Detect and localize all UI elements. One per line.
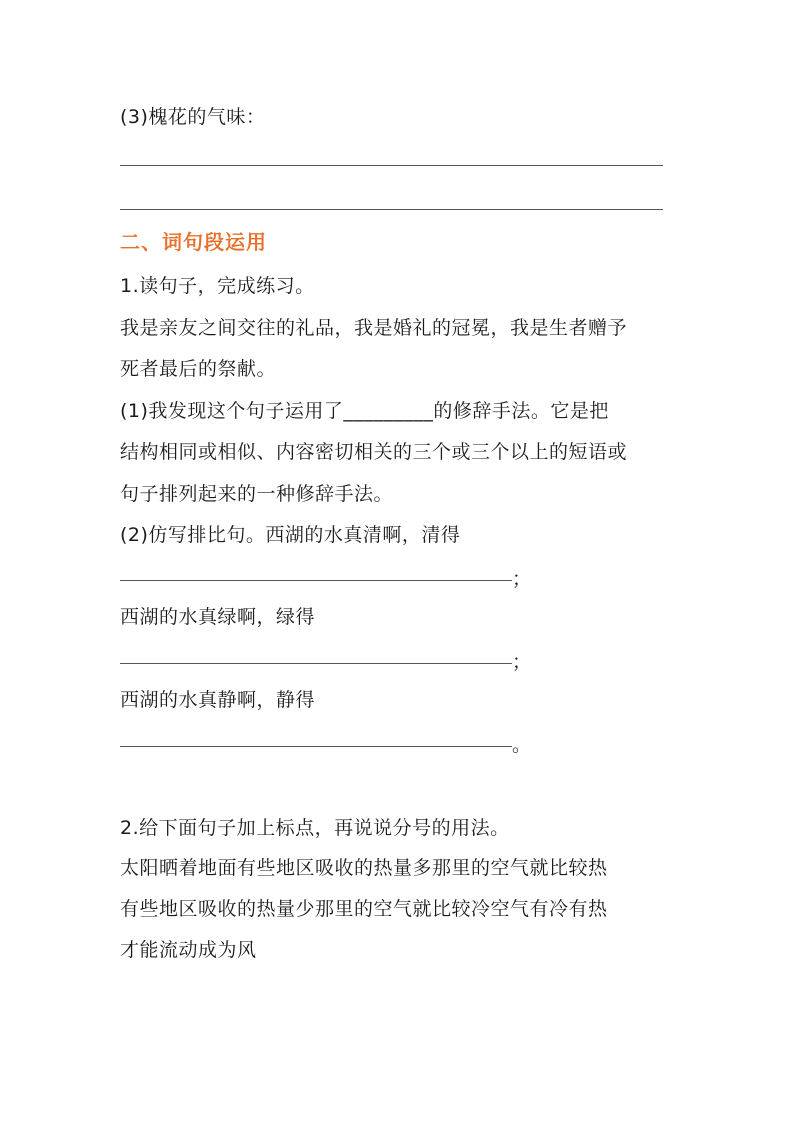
question-1-sentence: 我是亲友之间交往的礼品，我是婚礼的冠冕，我是生者赠予	[120, 317, 628, 339]
question-2-text: 才能流动成为风	[120, 939, 257, 961]
question-1-sentence: 死者最后的祭献。	[120, 358, 277, 380]
sub-question-2: (2)仿写排比句。西湖的水真清啊，清得	[120, 524, 461, 546]
sub-question-1: (1)我发现这个句子运用了_________的修辞手法。它是把	[120, 400, 609, 422]
section-heading: 二、词句段运用	[120, 230, 267, 254]
question-2-title: 2.给下面句子加上标点，再说说分号的用法。	[120, 817, 510, 839]
answer-line[interactable]	[120, 165, 663, 166]
punctuation-mark: ；	[512, 651, 532, 673]
answer-line[interactable]	[120, 209, 663, 210]
question-1-title: 1.读句子，完成练习。	[120, 275, 315, 297]
punctuation-mark: 。	[512, 734, 532, 756]
sub-question-2: 西湖的水真静啊，静得	[120, 689, 316, 711]
question-2-text: 有些地区吸收的热量少那里的空气就比较冷空气有冷有热	[120, 898, 608, 920]
answer-line[interactable]	[120, 746, 512, 747]
answer-line[interactable]	[120, 580, 512, 581]
sub-question-1: 句子排列起来的一种修辞手法。	[120, 483, 394, 505]
answer-line[interactable]	[120, 663, 512, 664]
punctuation-mark: ；	[512, 568, 532, 590]
sub-question-1: 结构相同或相似、内容密切相关的三个或三个以上的短语或	[120, 441, 628, 463]
item3-label: (3)槐花的气味：	[120, 106, 266, 128]
question-2-text: 太阳晒着地面有些地区吸收的热量多那里的空气就比较热	[120, 857, 608, 879]
sub-question-2: 西湖的水真绿啊，绿得	[120, 606, 316, 628]
